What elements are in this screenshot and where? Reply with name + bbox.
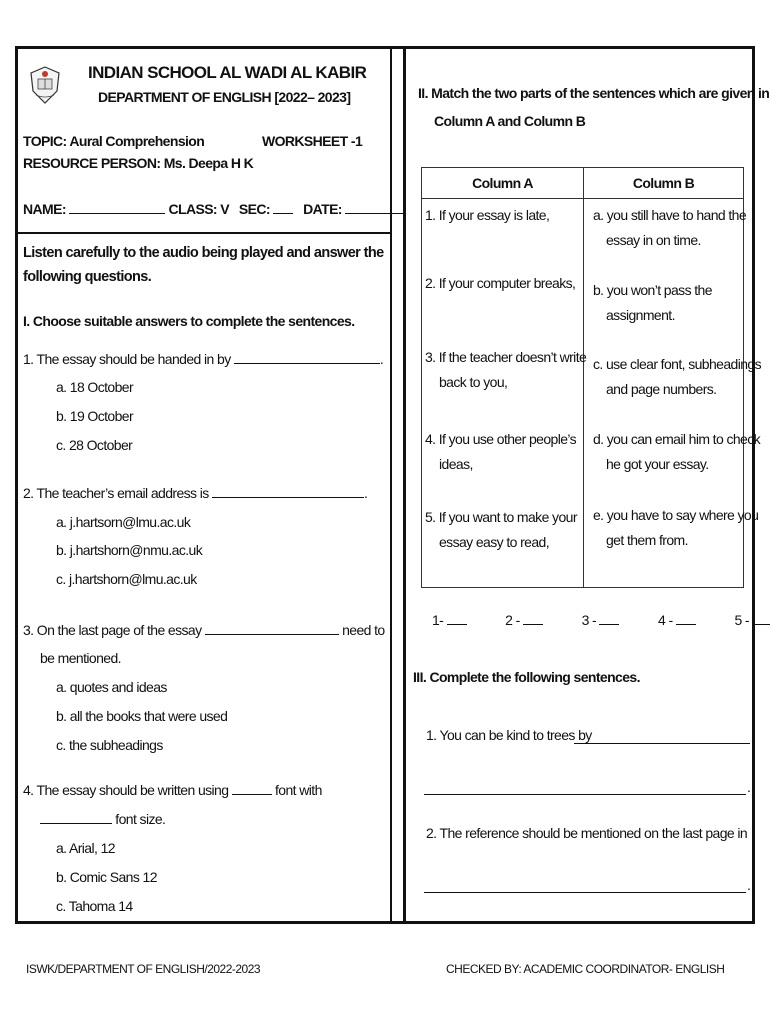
question-4 (23, 782, 322, 798)
answer-blank[interactable] (232, 782, 272, 795)
answer-line[interactable] (424, 892, 746, 893)
option: a. Arial, 12 (56, 840, 115, 856)
option: a. j.hartsorn@lmu.ac.uk (56, 514, 191, 530)
answer-line[interactable] (574, 743, 750, 744)
column-b-item-cont: essay in on time. (606, 232, 701, 248)
answer-label: 1- (432, 612, 444, 628)
column-b-item: a. you still have to hand the (593, 207, 747, 223)
resource-person: RESOURCE PERSON: Ms. Deepa H K (23, 155, 254, 171)
section-3-title: III. Complete the following sentences. (413, 669, 640, 685)
question-cont: font size. (115, 811, 166, 827)
column-b-item: d. you can email him to check (593, 431, 761, 447)
left-column (18, 49, 390, 921)
answer-blank[interactable] (523, 612, 543, 625)
answer-blank[interactable] (676, 612, 696, 625)
question-text: The essay should be handed in by (36, 351, 231, 367)
sentence-end: . (747, 779, 751, 795)
section-2-title-line-1: II. Match the two parts of the sentences which are given in (418, 85, 770, 101)
question-number: 1. (23, 351, 34, 367)
column-a-item: 1. If your essay is late, (425, 207, 550, 223)
column-a (422, 199, 587, 588)
option: a. 18 October (56, 379, 134, 395)
option: b. j.hartshorn@nmu.ac.uk (56, 542, 203, 558)
answer-blank[interactable] (599, 612, 619, 625)
section-3-question-1: 1. You can be kind to trees by (426, 727, 592, 743)
instructions-line-1: Listen carefully to the audio being played and answer the (23, 245, 384, 261)
column-a-header: Column A (422, 168, 584, 199)
answer-line[interactable] (424, 794, 746, 795)
class-label: CLASS: V (168, 201, 230, 217)
student-info-row (23, 201, 403, 217)
column-b-item-cont: he got your essay. (606, 456, 709, 472)
column-a-item-cont: ideas, (439, 456, 473, 472)
school-name: INDIAN SCHOOL AL WADI AL KABIR (88, 63, 367, 82)
section-3-question-2: 2. The reference should be mentioned on the last page in (426, 825, 748, 841)
question-end: . (379, 351, 384, 367)
sentence-end: . (747, 877, 751, 893)
answer-label: 5 - (734, 612, 749, 628)
question-mid: font with (275, 782, 322, 798)
worksheet-frame (15, 46, 770, 924)
answer-blank[interactable] (447, 612, 467, 625)
column-a-item-cont: back to you, (439, 374, 508, 390)
question-3 (23, 622, 385, 638)
question-2 (23, 485, 367, 501)
name-label: NAME: (23, 201, 66, 217)
column-b-item-cont: and page numbers. (606, 381, 717, 397)
right-column (408, 49, 770, 921)
section-2-title-line-2: Column A and Column B (434, 113, 586, 129)
answer-label: 3 - (581, 612, 597, 628)
column-b (584, 199, 762, 588)
answer-blank[interactable] (212, 485, 364, 498)
column-divider (390, 49, 406, 921)
date-label: DATE: (303, 201, 342, 217)
header-divider (18, 232, 390, 234)
topic-label: TOPIC: Aural Comprehension (23, 133, 205, 149)
column-a-item: 5. If you want to make your (425, 509, 577, 525)
question-number: 4. (23, 782, 34, 798)
column-b-item-cont: assignment. (606, 307, 675, 323)
option: c. 28 October (56, 437, 133, 453)
answer-blank[interactable] (40, 811, 112, 824)
match-table (421, 167, 762, 588)
option: c. Tahoma 14 (56, 898, 133, 914)
column-b-item: e. you have to say where you (593, 507, 759, 523)
instructions-line-2: following questions. (23, 269, 152, 285)
question-end: need to (342, 622, 385, 638)
worksheet-number: WORKSHEET -1 (262, 133, 363, 149)
column-a-item: 2. If your computer breaks, (425, 275, 576, 291)
question-end: . (363, 485, 368, 501)
section-1-title: I. Choose suitable answers to complete the sentences. (23, 313, 355, 329)
sec-blank[interactable] (273, 201, 293, 214)
question-text: The essay should be written using (36, 782, 229, 798)
question-1 (23, 351, 383, 367)
department-title: DEPARTMENT OF ENGLISH [2022– 2023] (98, 89, 351, 105)
school-crest-icon (28, 65, 62, 105)
question-text: The teacher’s email address is (36, 485, 209, 501)
footer-left: ISWK/DEPARTMENT OF ENGLISH/2022-2023 (26, 962, 261, 976)
answer-blank[interactable] (752, 612, 770, 625)
column-a-item-cont: essay easy to read, (439, 534, 549, 550)
question-number: 2. (23, 485, 34, 501)
name-blank[interactable] (69, 201, 165, 214)
column-a-item: 3. If the teacher doesn’t write (425, 349, 587, 365)
option: b. 19 October (56, 408, 134, 424)
option: b. all the books that were used (56, 708, 228, 724)
question-4-continued (40, 811, 165, 827)
footer-right: CHECKED BY: ACADEMIC COORDINATOR- ENGLISH (446, 962, 725, 976)
question-number: 3. (23, 622, 34, 638)
option: c. the subheadings (56, 737, 163, 753)
question-3-continued: be mentioned. (40, 650, 121, 666)
answer-label: 2 - (505, 612, 520, 628)
option: c. j.hartshorn@lmu.ac.uk (56, 571, 197, 587)
answer-label: 4 - (658, 612, 673, 628)
answer-blank[interactable] (234, 351, 380, 364)
column-b-item-cont: get them from. (606, 532, 688, 548)
answer-blank[interactable] (205, 622, 339, 635)
column-b-item: b. you won’t pass the (593, 282, 712, 298)
option: b. Comic Sans 12 (56, 869, 157, 885)
option: a. quotes and ideas (56, 679, 167, 695)
sec-label: SEC: (238, 201, 270, 217)
column-b-header: Column B (584, 168, 744, 199)
answer-slots (432, 612, 770, 628)
question-text: On the last page of the essay (36, 622, 202, 638)
column-a-item: 4. If you use other people’s (425, 431, 577, 447)
column-b-item: c. use clear font, subheadings (593, 356, 762, 372)
